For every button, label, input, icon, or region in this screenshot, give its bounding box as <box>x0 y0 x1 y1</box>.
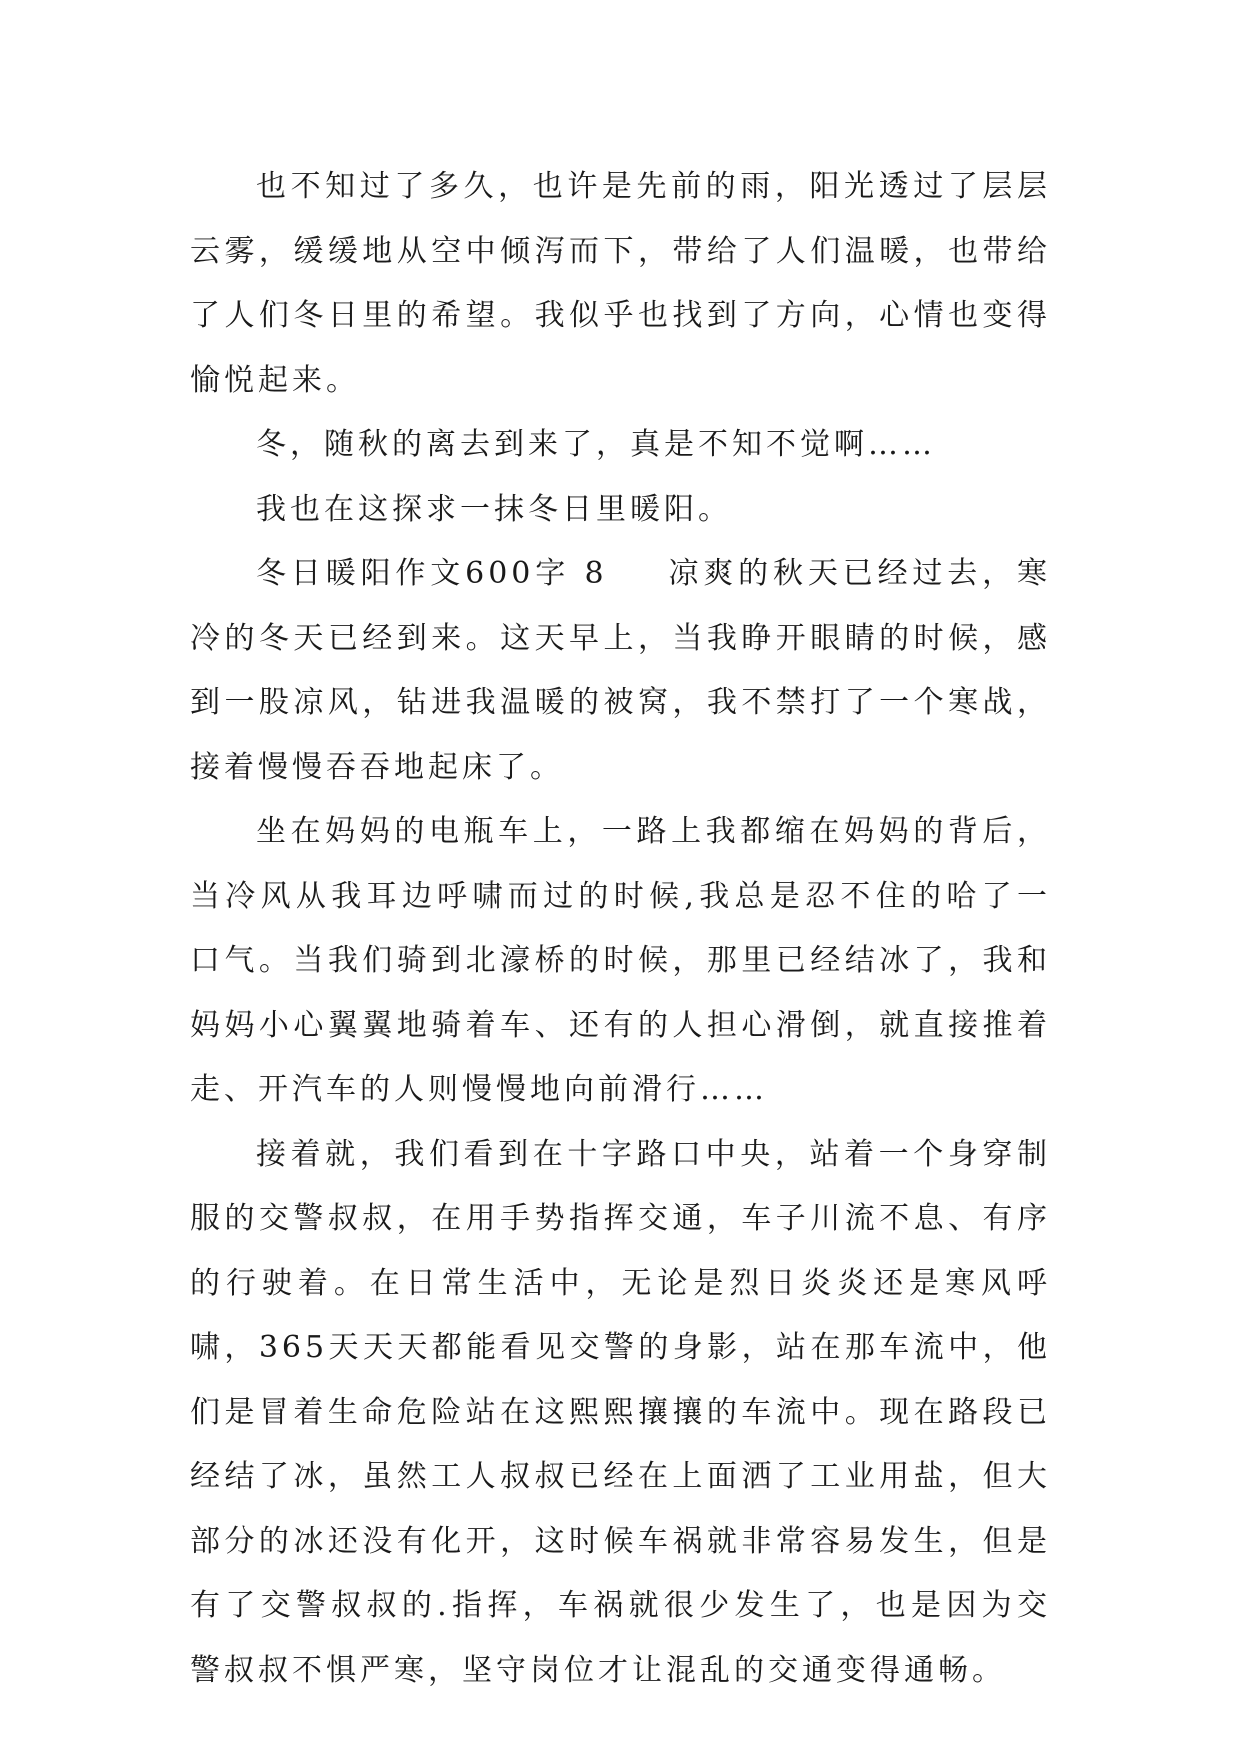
essay-heading: 冬日暖阳作文600字 8 <box>256 556 608 591</box>
paragraph-winter-arrives: 冬，随秋的离去到来了，真是不知不觉啊…… <box>256 427 936 462</box>
paragraph-seek-sunshine: 我也在这探求一抹冬日里暖阳。 <box>256 491 732 527</box>
paragraph-sunlight: 也不知过了多久，也许是先前的雨，阳光透过了层层云雾，缓缓地从空中倾泻而下，带给了人们温暖，也带给了人们冬日里的希望。我似乎也找到了方向，心情也变得愉悦起来。 <box>190 169 1051 398</box>
paragraph-traffic-police: 接着就，我们看到在十字路口中央，站着一个身穿制服的交警叔叔，在用手势指挥交通，车子川流不息、有序的行驶着。在日常生活中，无论是烈日炎炎还是寒风呼啸，365天天天都能看见交警的身影，站在那车流中，他们是冒着生命危险站在这熙熙攘攘的车流中。现在路段已经结了冰，虽然工人叔叔已经在上面洒了工业用盐，但大部分的冰还没有化开，这时候车祸就非常容易发生，但是有了交警叔叔的.指挥，车祸就很少发生了，也是因为交警叔叔不惧严寒，坚守岗位才让混乱的交通变得通畅。 <box>190 1136 1051 1688</box>
document-page <box>190 155 1051 1703</box>
paragraph-electric-bike: 坐在妈妈的电瓶车上，一路上我都缩在妈妈的背后，当冷风从我耳边呼啸而过的时候,我总是忍不住的哈了一口气。当我们骑到北濠桥的时候，那里已经结冰了，我和妈妈小心翼翼地骑着车、还有的人担心滑倒，就直接推着走、开汽车的人则慢慢地向前滑行…… <box>190 814 1051 1107</box>
essay-opening-text: 凉爽的秋天已经过去，寒冷的冬天已经到来。这天早上，当我睁开眼睛的时候，感到一股凉风，钻进我温暖的被窝，我不禁打了一个寒战，接着慢慢吞吞地起床了。 <box>190 556 1052 785</box>
paragraph-essay-8 <box>190 542 1051 800</box>
